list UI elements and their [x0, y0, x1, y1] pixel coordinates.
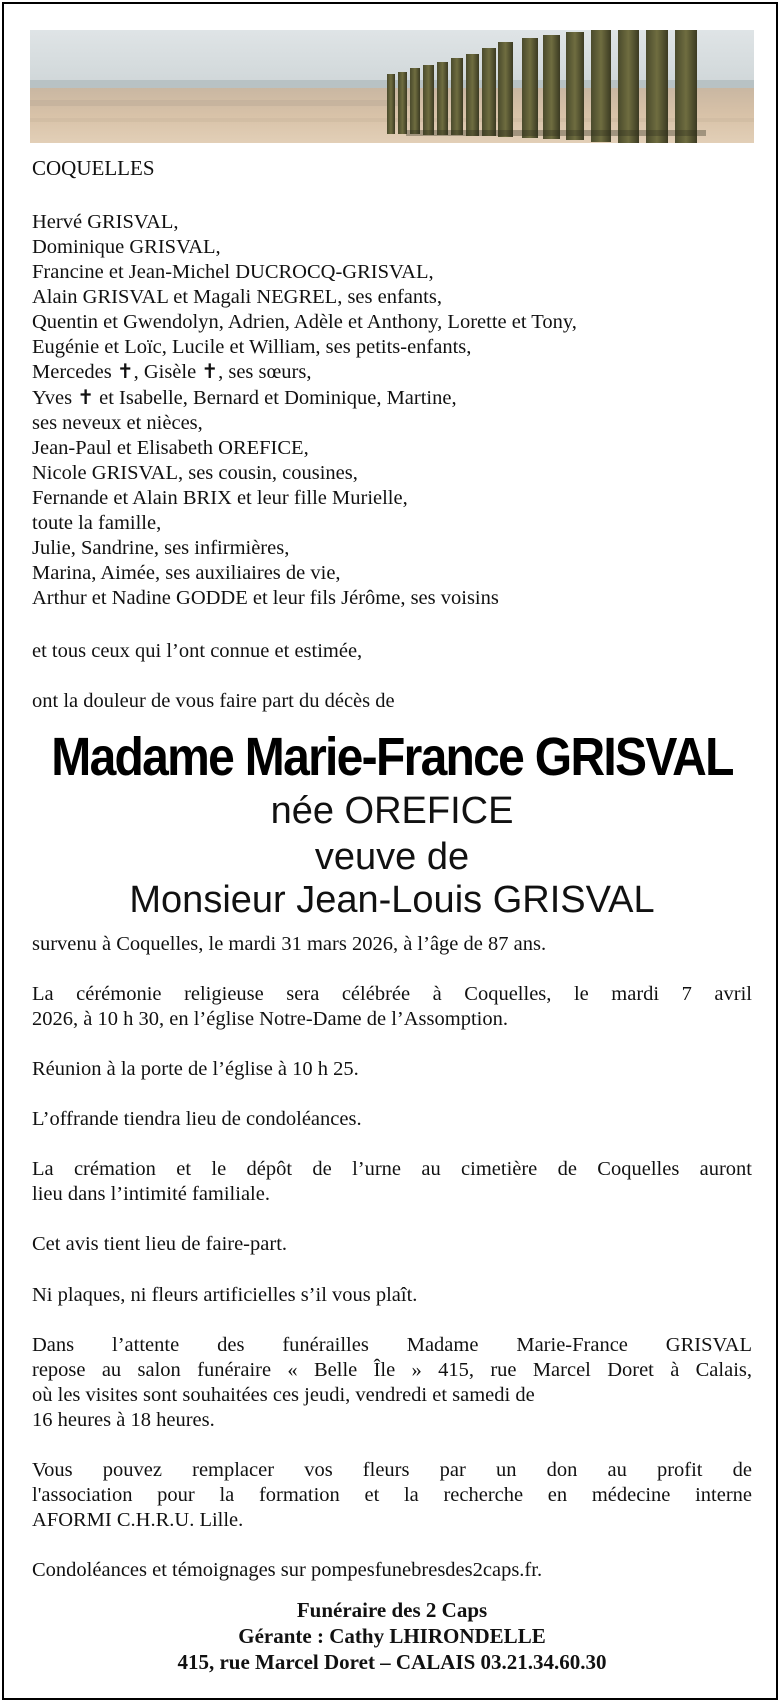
family-line: ses neveux et nièces,: [32, 412, 203, 435]
family-text: Mercedes: [32, 361, 117, 384]
offering-paragraph: L’offrande tiendra lieu de condoléances.: [32, 1108, 362, 1130]
family-line: Fernande et Alain BRIX et leur fille Murielle,: [32, 486, 408, 509]
ceremony-paragraph: [32, 982, 752, 1032]
company-address: 415, rue Marcel Doret – CALAIS 03.21.34.60.30: [177, 1650, 607, 1674]
family-line: Marina, Aimée, ses auxiliaires de vie,: [32, 561, 341, 584]
all-others-line: et tous ceux qui l’ont connue et estimée,: [32, 640, 363, 662]
widow-of: veuve de: [314, 836, 470, 878]
paragraph-line: Vous pouvez remplacer vos fleurs par un don au profit de: [32, 1459, 752, 1481]
paragraph-line: Dans l’attente des funérailles Madame Marie-France GRISVAL: [32, 1334, 752, 1356]
family-line: [32, 359, 752, 385]
family-line: [32, 385, 752, 411]
family-line: Arthur et Nadine GODDE et leur fils Jérôme, ses voisins: [32, 586, 499, 609]
family-line: Nicole GRISVAL, ses cousin, cousines,: [32, 462, 358, 485]
manager-name: Gérante : Cathy LHIRONDELLE: [238, 1624, 546, 1648]
notice-paragraph: Cet avis tient lieu de faire-part.: [32, 1233, 288, 1255]
family-line: Quentin et Gwendolyn, Adrien, Adèle et Anthony, Lorette et Tony,: [32, 310, 577, 333]
family-text: Yves: [32, 387, 78, 410]
paragraph-line: lieu dans l’intimité familiale.: [32, 1183, 270, 1205]
cremation-paragraph: [32, 1157, 752, 1207]
paragraph-line: La cérémonie religieuse sera célébrée à Coquelles, le mardi 7 avril: [32, 983, 752, 1005]
paragraph-line: La crémation et le dépôt de l’urne au cimetière de Coquelles auront: [32, 1158, 752, 1180]
paragraph-line: 16 heures à 18 heures.: [32, 1409, 215, 1431]
donation-paragraph: [32, 1458, 752, 1533]
cross-icon: ✝: [116, 359, 134, 384]
family-list: [32, 210, 752, 611]
paragraph-line: repose au salon funéraire « Belle Île » 415, rue Marcel Doret à Calais,: [32, 1359, 752, 1381]
no-flowers-paragraph: Ni plaques, ni fleurs artificielles s’il vous plaît.: [32, 1284, 418, 1306]
rest-paragraph: [32, 1333, 752, 1433]
deceased-name: Madame Marie-France GRISVAL: [51, 728, 733, 788]
paragraph-line: AFORMI C.H.R.U. Lille.: [32, 1509, 244, 1531]
cross-icon: ✝: [77, 385, 94, 410]
paragraph-line: 2026, à 10 h 30, en l’église Notre-Dame de l’Assomption.: [32, 1008, 508, 1030]
cross-icon: ✝: [201, 359, 219, 384]
family-line: Jean-Paul et Elisabeth OREFICE,: [32, 437, 309, 460]
condolences-paragraph: Condoléances et témoignages sur pompesfunebresdes2caps.fr.: [32, 1559, 543, 1581]
company-name: Funéraire des 2 Caps: [296, 1598, 488, 1622]
family-line: Francine et Jean-Michel DUCROCQ-GRISVAL,: [32, 260, 434, 283]
maiden-name: née OREFICE: [270, 790, 514, 832]
town-name: COQUELLES: [32, 156, 155, 180]
death-paragraph: survenu à Coquelles, le mardi 31 mars 2026, à l’âge de 87 ans.: [32, 933, 547, 955]
family-text: , ses sœurs,: [218, 361, 312, 384]
family-text: et Isabelle, Bernard et Dominique, Martine,: [93, 387, 457, 410]
paragraph-line: l'association pour la formation et la recherche en médecine interne: [32, 1484, 752, 1506]
family-line: toute la famille,: [32, 511, 162, 534]
banner-image: [30, 30, 754, 143]
meeting-paragraph: Réunion à la porte de l’église à 10 h 25.: [32, 1058, 359, 1080]
spouse-name: Monsieur Jean-Louis GRISVAL: [129, 879, 655, 921]
paragraph-line: où les visites sont souhaitées ces jeudi, vendredi et samedi de: [32, 1384, 535, 1406]
announcement-line: ont la douleur de vous faire part du décès de: [32, 690, 395, 712]
family-line: Dominique GRISVAL,: [32, 235, 221, 258]
funeral-home-footer: [30, 1597, 754, 1675]
family-line: Julie, Sandrine, ses infirmières,: [32, 536, 290, 559]
family-line: Eugénie et Loïc, Lucile et William, ses petits-enfants,: [32, 335, 472, 358]
family-line: Alain GRISVAL et Magali NEGREL, ses enfants,: [32, 285, 442, 308]
family-line: Hervé GRISVAL,: [32, 211, 179, 233]
family-text: , Gisèle: [133, 361, 202, 384]
